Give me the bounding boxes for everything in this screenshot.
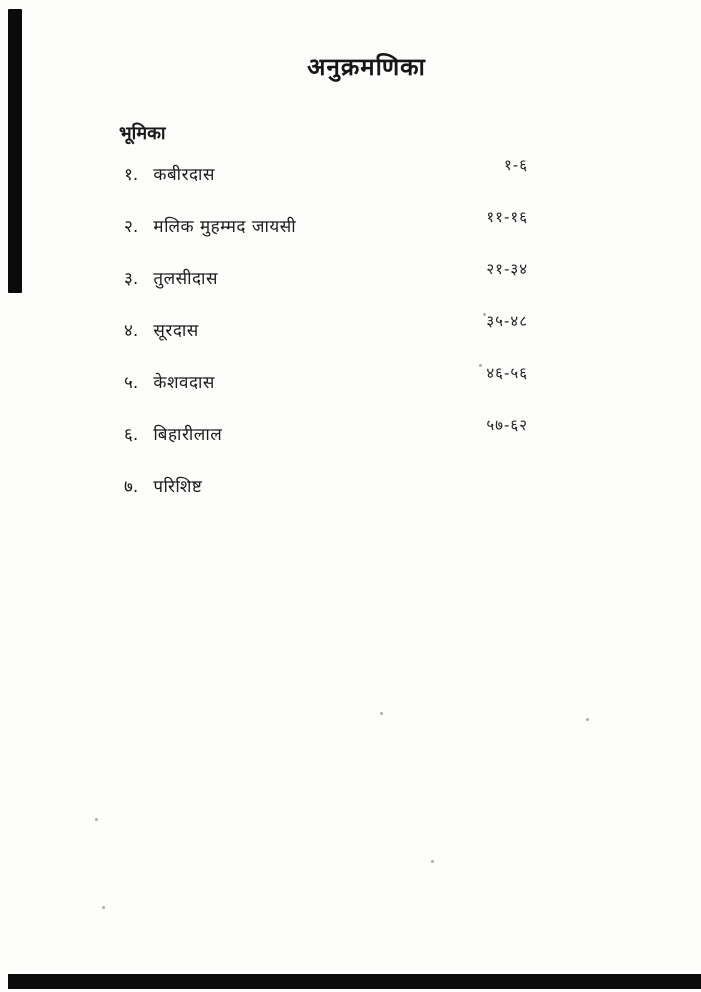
toc-entry-pages: ५७-६२ <box>486 416 528 434</box>
toc-entry-pages: ११-१६ <box>486 208 528 226</box>
toc-entry-number: ७. <box>124 477 139 497</box>
scan-speck <box>479 364 482 367</box>
toc-entry-number: २. <box>124 217 139 237</box>
toc-entry <box>124 364 528 393</box>
toc-entry <box>124 156 528 185</box>
toc-entry-pages: ४६-५६ <box>486 364 528 382</box>
toc-entry-number: ५. <box>124 373 139 393</box>
scan-speck <box>102 906 105 909</box>
section-heading: भूमिका <box>119 123 166 144</box>
toc-entry <box>124 312 528 341</box>
toc-entry-pages: ३५-४८ <box>486 312 528 330</box>
toc-entry-number: ३. <box>124 269 139 289</box>
scan-speck <box>483 313 486 316</box>
toc-entry-number: ६. <box>124 425 139 445</box>
toc-entry <box>124 208 528 237</box>
scan-speck <box>431 860 434 863</box>
scan-speck <box>586 718 589 721</box>
toc-entry-pages: १-६ <box>503 156 528 174</box>
toc-entry-title: तुलसीदास <box>153 269 218 289</box>
scan-speck <box>95 818 98 821</box>
toc-entry <box>124 416 528 445</box>
toc-entry-title: बिहारीलाल <box>153 425 223 445</box>
toc-list <box>124 156 528 526</box>
toc-entry-number: ४. <box>124 321 139 341</box>
toc-entry-number: १. <box>124 165 139 185</box>
toc-entry-title: सूरदास <box>153 321 199 341</box>
scan-artifact-bottom-bar <box>8 974 701 989</box>
toc-entry-title: मलिक मुहम्मद जायसी <box>153 217 297 237</box>
toc-entry <box>124 260 528 289</box>
toc-entry-title: कबीरदास <box>153 165 215 185</box>
scan-speck <box>380 712 383 715</box>
page-title: अनुक्रमणिका <box>307 53 426 81</box>
toc-entry-title: केशवदास <box>153 373 215 393</box>
toc-entry-title: परिशिष्ट <box>153 477 203 497</box>
toc-entry <box>124 474 528 497</box>
toc-entry-pages: २१-३४ <box>486 260 528 278</box>
